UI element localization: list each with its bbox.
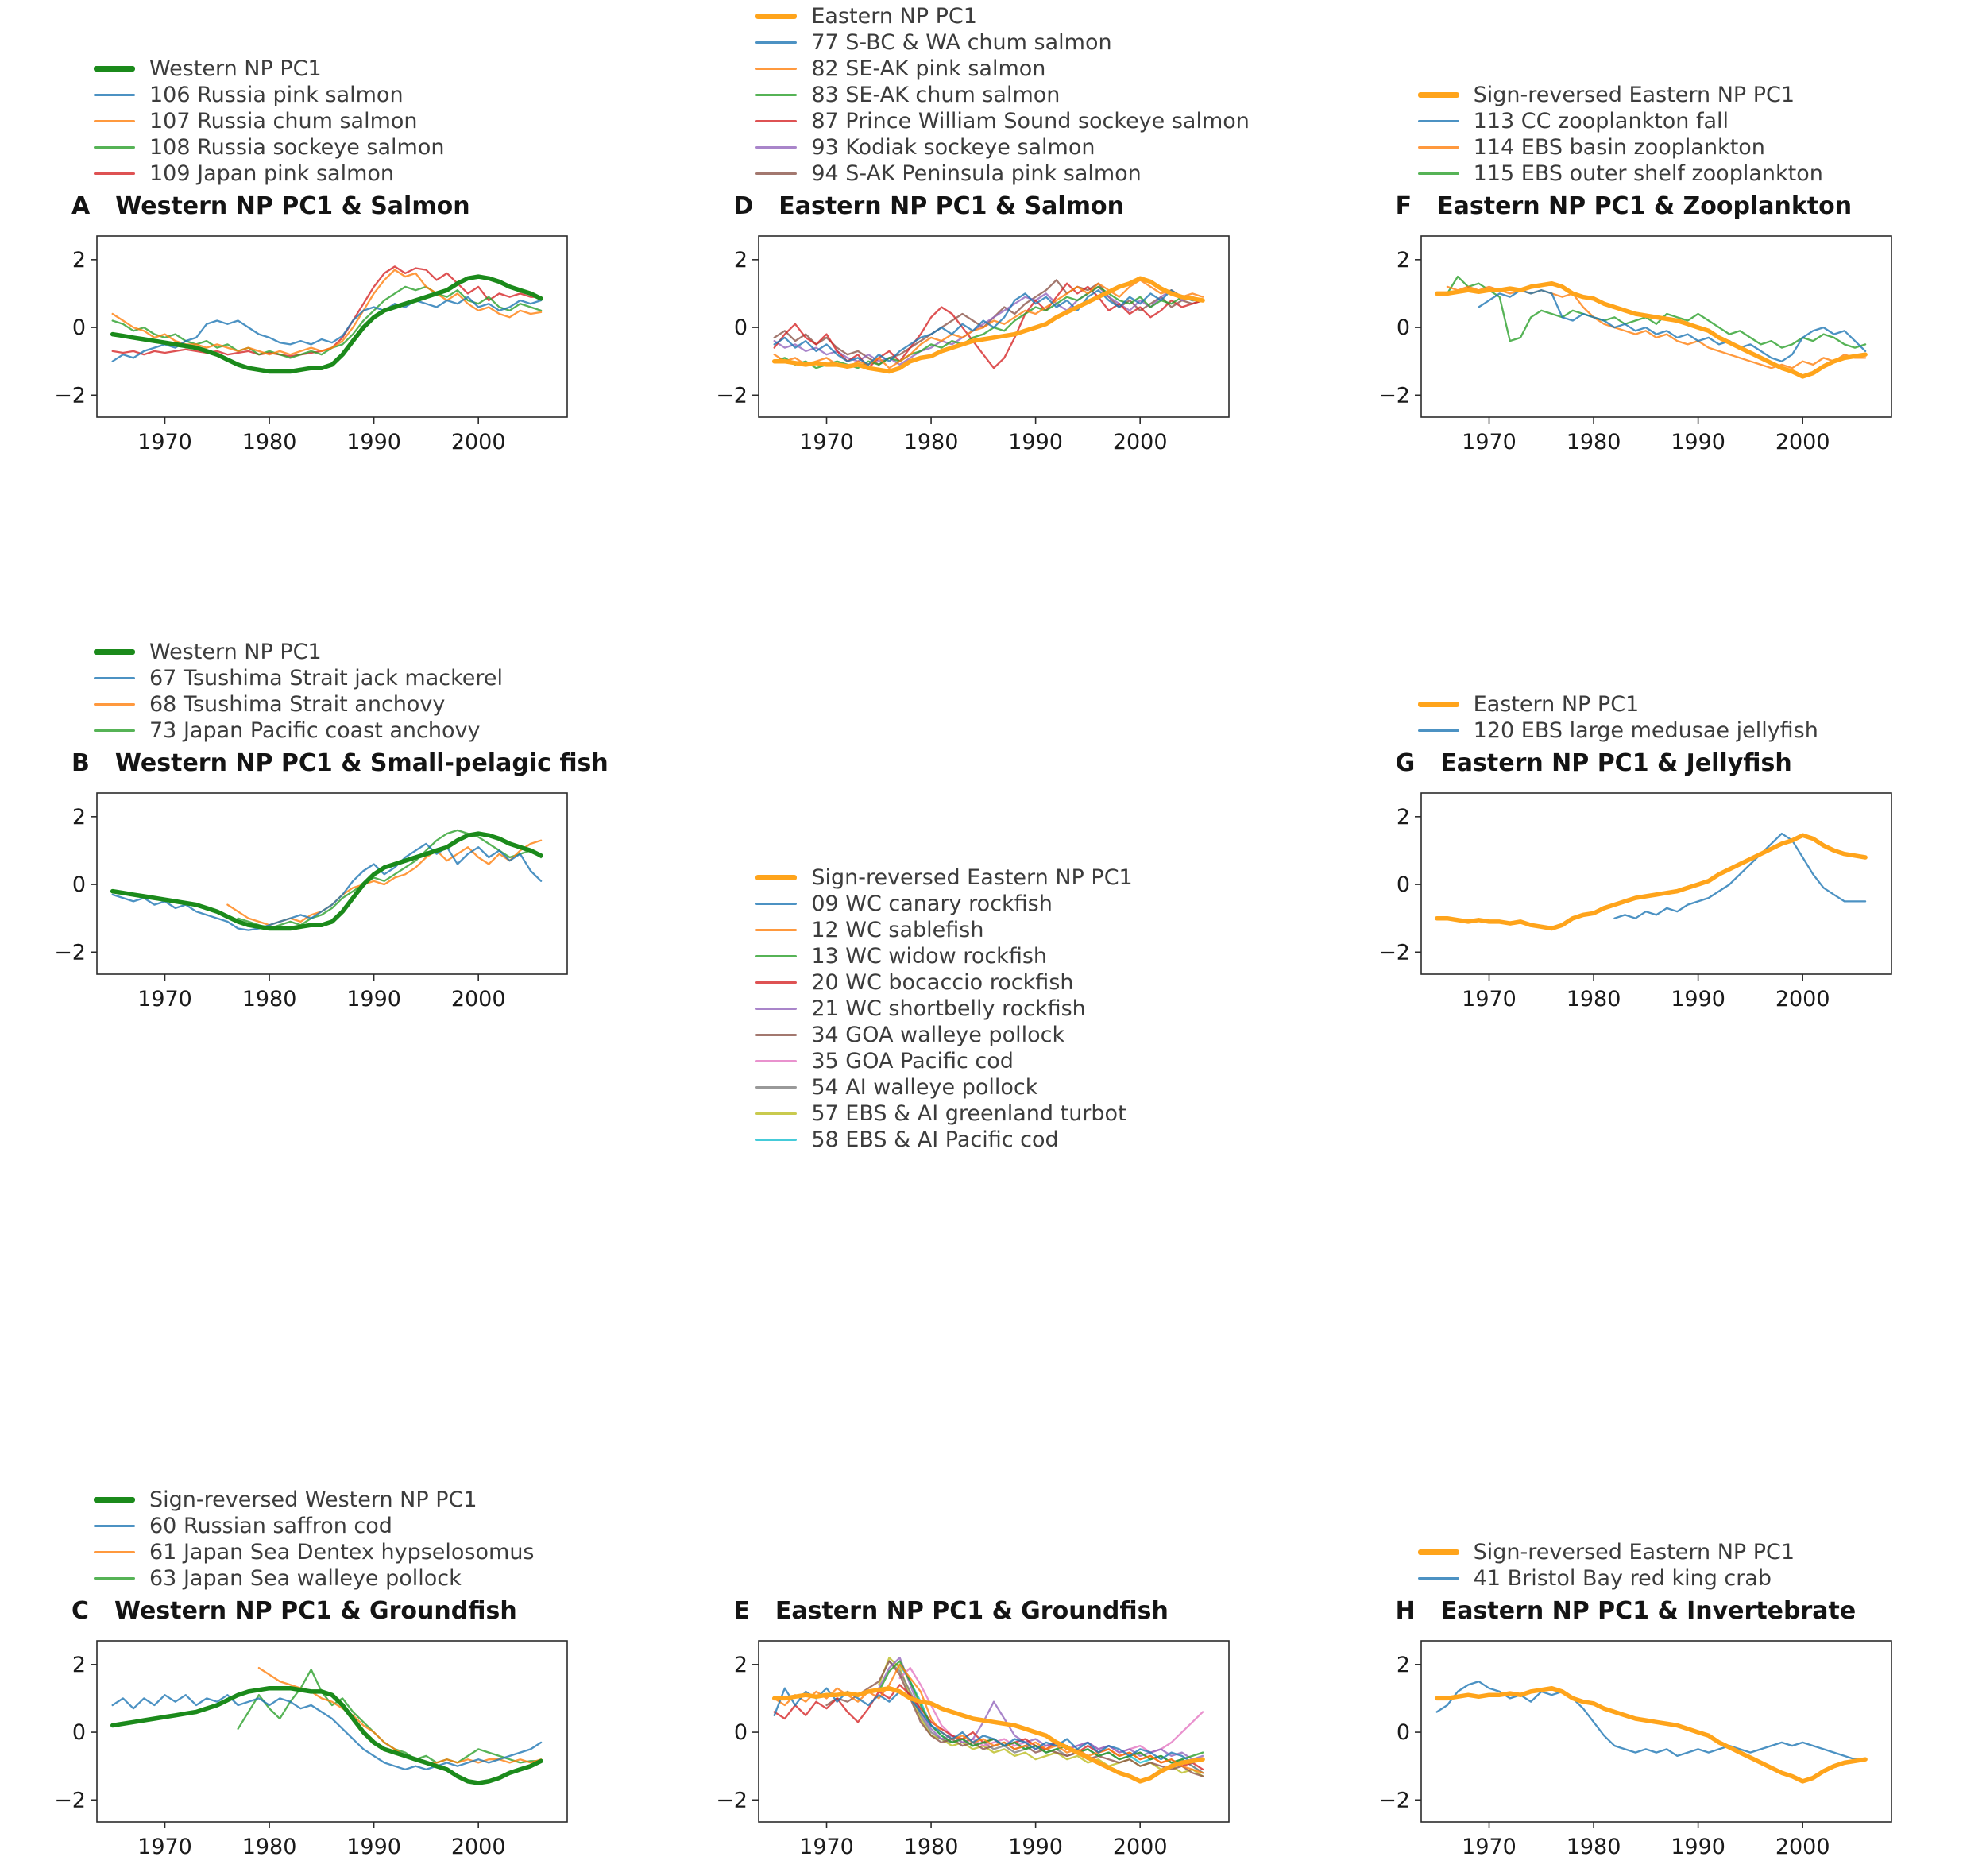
- legend-label: 82 SE-AK pink salmon: [811, 56, 1046, 81]
- y-tick-label: 2: [1396, 1652, 1410, 1677]
- legend-item: [755, 134, 1250, 160]
- plot-frame: [97, 1641, 567, 1822]
- cell-panel-b: [0, 625, 662, 1251]
- x-tick-label: 2000: [1113, 430, 1168, 454]
- series-line: [775, 1665, 1203, 1773]
- legend-line-swatch: [94, 729, 135, 732]
- y-tick-label: −2: [1377, 1788, 1410, 1813]
- x-tick-label: 1980: [904, 1835, 959, 1859]
- legend-line-swatch: [94, 703, 135, 706]
- legend-label: 107 Russia chum salmon: [149, 108, 418, 133]
- y-tick-label: 0: [1396, 315, 1410, 341]
- legend-label: Eastern NP PC1: [811, 3, 977, 29]
- legend-item: [1418, 82, 1823, 107]
- x-tick-label: 1990: [1670, 1835, 1725, 1859]
- chart-svg-A: [33, 226, 582, 457]
- legend-line-swatch: [755, 1034, 797, 1036]
- y-tick-label: −2: [54, 1788, 86, 1813]
- legend-line-swatch: [94, 94, 135, 96]
- legend-item: [1418, 718, 1818, 743]
- panel-letter: C: [71, 1597, 90, 1625]
- series-line: [1436, 835, 1864, 928]
- chart-svg-E: [695, 1631, 1243, 1862]
- legend-label: 12 WC sablefish: [811, 917, 984, 942]
- legend-label: 20 WC bocaccio rockfish: [811, 969, 1074, 995]
- legend-item: [94, 1513, 535, 1538]
- legend-item: [755, 917, 1132, 942]
- legend-panel-b: [94, 639, 503, 743]
- cell-legend-panel-e: [662, 625, 1323, 1251]
- panel-title-text: Eastern NP PC1 & Invertebrate: [1440, 1597, 1857, 1625]
- y-tick-label: 0: [1396, 1720, 1410, 1746]
- chart-panel-b: [33, 783, 582, 1014]
- y-tick-label: 2: [734, 1652, 748, 1677]
- legend-item: [94, 1487, 535, 1512]
- x-tick-label: 1970: [1461, 1835, 1517, 1859]
- legend-item: [94, 134, 445, 160]
- legend-line-swatch: [1418, 146, 1459, 149]
- plot-frame: [97, 793, 567, 974]
- x-tick-label: 1970: [137, 430, 192, 454]
- legend-item: [1418, 691, 1818, 717]
- legend-item: [755, 969, 1132, 995]
- chart-svg-H: [1358, 1631, 1906, 1862]
- legend-line-swatch: [94, 66, 135, 72]
- chart-panel-g: [1358, 783, 1906, 1014]
- legend-line-swatch: [755, 1139, 797, 1141]
- y-tick-label: 0: [1396, 872, 1410, 898]
- legend-line-swatch: [94, 1497, 135, 1503]
- cell-panel-a: [0, 0, 662, 625]
- legend-label: 61 Japan Sea Dentex hypselosomus: [149, 1539, 535, 1565]
- x-tick-label: 2000: [1775, 987, 1830, 1011]
- x-tick-label: 2000: [1775, 430, 1830, 454]
- chart-svg-D: [695, 226, 1243, 457]
- legend-line-swatch: [94, 1551, 135, 1553]
- cell-panel-c: [0, 1251, 662, 1876]
- x-tick-label: 2000: [1775, 1835, 1830, 1859]
- panel-title-text: Eastern NP PC1 & Zooplankton: [1437, 192, 1853, 220]
- legend-label: 120 EBS large medusae jellyfish: [1473, 718, 1818, 743]
- legend-item: [1418, 1539, 1795, 1565]
- legend-label: Sign-reversed Eastern NP PC1: [1473, 1539, 1795, 1565]
- chart-panel-h: [1358, 1631, 1906, 1862]
- legend-label: 108 Russia sockeye salmon: [149, 134, 445, 160]
- legend-item: [755, 161, 1250, 186]
- y-tick-label: 0: [71, 1720, 86, 1746]
- legend-item: [755, 891, 1132, 916]
- y-tick-label: 2: [734, 247, 748, 273]
- legend-label: 115 EBS outer shelf zooplankton: [1473, 161, 1823, 186]
- y-tick-label: 2: [71, 804, 86, 830]
- panel-title-text: Eastern NP PC1 & Jellyfish: [1440, 749, 1792, 777]
- legend-item: [1418, 108, 1823, 133]
- legend-item: [94, 639, 503, 664]
- legend-label: 94 S-AK Peninsula pink salmon: [811, 161, 1142, 186]
- series-line: [113, 277, 541, 371]
- y-tick-label: −2: [716, 1788, 748, 1813]
- panel-letter: H: [1395, 1597, 1416, 1625]
- x-tick-label: 1970: [1461, 987, 1517, 1011]
- panel-title-c: [71, 1597, 517, 1625]
- series-line: [238, 830, 541, 929]
- panel-letter: D: [733, 192, 754, 220]
- legend-line-swatch: [755, 14, 797, 19]
- legend-item: [94, 665, 503, 690]
- y-tick-label: 0: [71, 872, 86, 898]
- x-tick-label: 1990: [346, 1835, 401, 1859]
- y-tick-label: −2: [1377, 940, 1410, 965]
- legend-item: [1418, 161, 1823, 186]
- legend-item: [1418, 134, 1823, 160]
- legend-label: 57 EBS & AI greenland turbot: [811, 1100, 1126, 1126]
- panel-letter: E: [733, 1597, 750, 1625]
- legend-panel-c: [94, 1487, 535, 1591]
- chart-panel-a: [33, 226, 582, 457]
- series-line: [113, 1695, 541, 1770]
- legend-item: [94, 1565, 535, 1591]
- chart-svg-B: [33, 783, 582, 1014]
- legend-line-swatch: [94, 649, 135, 655]
- x-tick-label: 1970: [137, 987, 192, 1011]
- cell-panel-e: [662, 1251, 1323, 1876]
- cell-panel-h: [1324, 1251, 1986, 1876]
- legend-line-swatch: [755, 172, 797, 175]
- y-tick-label: 2: [1396, 804, 1410, 830]
- legend-item: [755, 1127, 1132, 1152]
- chart-panel-c: [33, 1631, 582, 1862]
- panel-title-f: [1396, 192, 1852, 220]
- panel-title-text: Eastern NP PC1 & Groundfish: [775, 1597, 1169, 1625]
- legend-line-swatch: [1418, 92, 1459, 98]
- legend-line-swatch: [755, 903, 797, 905]
- legend-label: 60 Russian saffron cod: [149, 1513, 392, 1538]
- legend-item: [94, 82, 444, 107]
- legend-line-swatch: [755, 94, 797, 96]
- plot-frame: [759, 1641, 1229, 1822]
- legend-line-swatch: [755, 1112, 797, 1115]
- series-line: [1436, 1688, 1864, 1781]
- legend-panel-h: [1418, 1539, 1795, 1591]
- chart-svg-G: [1358, 783, 1906, 1014]
- y-tick-label: 2: [71, 1652, 86, 1677]
- legend-panel-a: [94, 56, 445, 186]
- legend-line-swatch: [94, 146, 135, 149]
- x-tick-label: 1980: [241, 430, 297, 454]
- legend-line-swatch: [755, 1060, 797, 1062]
- y-tick-label: 0: [71, 315, 86, 341]
- series-line: [775, 1685, 1203, 1770]
- legend-item: [755, 943, 1132, 969]
- plot-frame: [1421, 1641, 1891, 1822]
- legend-line-swatch: [755, 41, 797, 44]
- chart-svg-C: [33, 1631, 582, 1862]
- y-tick-label: −2: [54, 940, 86, 965]
- x-tick-label: 1970: [799, 1835, 855, 1859]
- legend-label: Sign-reversed Western NP PC1: [149, 1487, 477, 1512]
- panel-letter: A: [71, 192, 91, 220]
- panel-title-b: [71, 749, 609, 777]
- series-line: [259, 1668, 541, 1762]
- panel-letter: B: [71, 749, 90, 777]
- legend-item: [94, 56, 444, 81]
- legend-label: 106 Russia pink salmon: [149, 82, 404, 107]
- legend-label: 41 Bristol Bay red king crab: [1473, 1565, 1772, 1591]
- legend-label: Sign-reversed Eastern NP PC1: [811, 865, 1133, 890]
- legend-line-swatch: [1418, 1577, 1459, 1580]
- legend-item: [755, 996, 1132, 1021]
- x-tick-label: 1980: [241, 1835, 297, 1859]
- legend-item: [755, 1048, 1132, 1073]
- legend-line-swatch: [1418, 702, 1459, 707]
- panel-title-text: Western NP PC1 & Small-pelagic fish: [114, 749, 609, 777]
- x-tick-label: 1990: [1008, 430, 1064, 454]
- cell-panel-g: [1324, 625, 1986, 1251]
- legend-line-swatch: [94, 1525, 135, 1527]
- legend-label: 77 S-BC & WA chum salmon: [811, 29, 1112, 55]
- y-tick-label: 2: [71, 247, 86, 273]
- legend-line-swatch: [755, 146, 797, 149]
- y-tick-label: −2: [1377, 383, 1410, 408]
- legend-item: [755, 29, 1250, 55]
- legend-line-swatch: [755, 955, 797, 957]
- x-tick-label: 1970: [1461, 430, 1517, 454]
- panel-title-d: [733, 192, 1124, 220]
- legend-label: 67 Tsushima Strait jack mackerel: [149, 665, 503, 690]
- legend-line-swatch: [1418, 172, 1459, 175]
- legend-line-swatch: [755, 68, 797, 70]
- panel-title-e: [733, 1597, 1169, 1625]
- legend-line-swatch: [1418, 729, 1459, 732]
- legend-line-swatch: [94, 172, 135, 175]
- legend-label: 114 EBS basin zooplankton: [1473, 134, 1765, 160]
- legend-item: [94, 1539, 535, 1565]
- legend-line-swatch: [755, 1086, 797, 1089]
- legend-line-swatch: [94, 120, 135, 122]
- panel-letter: F: [1395, 192, 1412, 220]
- chart-svg-F: [1358, 226, 1906, 457]
- legend-label: Eastern NP PC1: [1473, 691, 1640, 717]
- panel-title-text: Eastern NP PC1 & Salmon: [779, 192, 1124, 220]
- chart-panel-f: [1358, 226, 1906, 457]
- x-tick-label: 1980: [1566, 1835, 1621, 1859]
- legend-label: 35 GOA Pacific cod: [811, 1048, 1014, 1073]
- legend-item: [755, 56, 1250, 81]
- legend-panel-f: [1418, 82, 1823, 186]
- legend-label: 68 Tsushima Strait anchovy: [149, 691, 446, 717]
- legend-label: 73 Japan Pacific coast anchovy: [149, 718, 481, 743]
- x-tick-label: 1990: [346, 430, 401, 454]
- y-tick-label: −2: [716, 383, 748, 408]
- series-line: [1447, 287, 1865, 368]
- x-tick-label: 1980: [1566, 987, 1621, 1011]
- legend-item: [94, 161, 444, 186]
- panel-title-g: [1396, 749, 1792, 777]
- legend-label: Western NP PC1: [149, 639, 322, 664]
- x-tick-label: 1990: [1008, 1835, 1064, 1859]
- legend-item: [94, 691, 503, 717]
- legend-line-swatch: [94, 1577, 135, 1580]
- y-tick-label: 0: [734, 1720, 748, 1746]
- cell-panel-d: [662, 0, 1323, 625]
- series-line: [1478, 290, 1865, 362]
- y-tick-label: 0: [734, 315, 748, 341]
- legend-label: 83 SE-AK chum salmon: [811, 82, 1061, 107]
- x-tick-label: 1980: [241, 987, 297, 1011]
- panel-title-h: [1396, 1597, 1857, 1625]
- legend-item: [755, 1074, 1132, 1100]
- legend-item: [755, 3, 1250, 29]
- legend-panel-e: [755, 865, 1133, 1152]
- legend-label: 34 GOA walleye pollock: [811, 1022, 1065, 1047]
- legend-label: 54 AI walleye pollock: [811, 1074, 1038, 1100]
- y-tick-label: 2: [1396, 247, 1410, 273]
- panel-title-text: Western NP PC1 & Groundfish: [114, 1597, 517, 1625]
- legend-line-swatch: [755, 981, 797, 984]
- x-tick-label: 2000: [1113, 1835, 1168, 1859]
- x-tick-label: 1970: [799, 430, 855, 454]
- legend-item: [755, 1100, 1132, 1126]
- x-tick-label: 2000: [450, 1835, 506, 1859]
- legend-panel-d: [755, 3, 1250, 186]
- legend-label: 13 WC widow rockfish: [811, 943, 1047, 969]
- x-tick-label: 1980: [1566, 430, 1621, 454]
- legend-item: [755, 82, 1250, 107]
- series-line: [113, 1688, 541, 1783]
- x-tick-label: 2000: [450, 987, 506, 1011]
- cell-panel-f: [1324, 0, 1986, 625]
- series-line: [775, 1688, 1203, 1781]
- legend-label: 87 Prince William Sound sockeye salmon: [811, 108, 1250, 133]
- x-tick-label: 1970: [137, 1835, 192, 1859]
- panel-title-text: Western NP PC1 & Salmon: [115, 192, 470, 220]
- legend-item: [94, 108, 444, 133]
- x-tick-label: 1990: [1670, 987, 1725, 1011]
- legend-line-swatch: [94, 677, 135, 679]
- legend-line-swatch: [755, 929, 797, 931]
- legend-item: [755, 865, 1133, 890]
- panel-title-a: [71, 192, 470, 220]
- legend-item: [755, 1022, 1132, 1047]
- legend-panel-g: [1418, 691, 1818, 743]
- chart-panel-e: [695, 1631, 1243, 1862]
- legend-line-swatch: [755, 120, 797, 122]
- x-tick-label: 1990: [346, 987, 401, 1011]
- legend-line-swatch: [755, 875, 797, 880]
- legend-line-swatch: [755, 1008, 797, 1010]
- x-tick-label: 2000: [450, 430, 506, 454]
- legend-label: Sign-reversed Eastern NP PC1: [1473, 82, 1795, 107]
- legend-label: 21 WC shortbelly rockfish: [811, 996, 1086, 1021]
- series-line: [775, 1688, 1203, 1763]
- legend-label: 113 CC zooplankton fall: [1473, 108, 1729, 133]
- legend-label: 63 Japan Sea walleye pollock: [149, 1565, 462, 1591]
- legend-label: 09 WC canary rockfish: [811, 891, 1053, 916]
- chart-panel-d: [695, 226, 1243, 457]
- x-tick-label: 1980: [904, 430, 959, 454]
- x-tick-label: 1990: [1670, 430, 1725, 454]
- plot-frame: [97, 236, 567, 417]
- plot-frame: [1421, 236, 1891, 417]
- legend-line-swatch: [1418, 120, 1459, 122]
- legend-label: 58 EBS & AI Pacific cod: [811, 1127, 1059, 1152]
- legend-label: 93 Kodiak sockeye salmon: [811, 134, 1095, 160]
- legend-item: [1418, 1565, 1795, 1591]
- legend-line-swatch: [1418, 1549, 1459, 1555]
- legend-label: Western NP PC1: [149, 56, 322, 81]
- legend-item: [755, 108, 1250, 133]
- legend-label: 109 Japan pink salmon: [149, 161, 395, 186]
- panel-letter: G: [1395, 749, 1416, 777]
- y-tick-label: −2: [54, 383, 86, 408]
- legend-item: [94, 718, 503, 743]
